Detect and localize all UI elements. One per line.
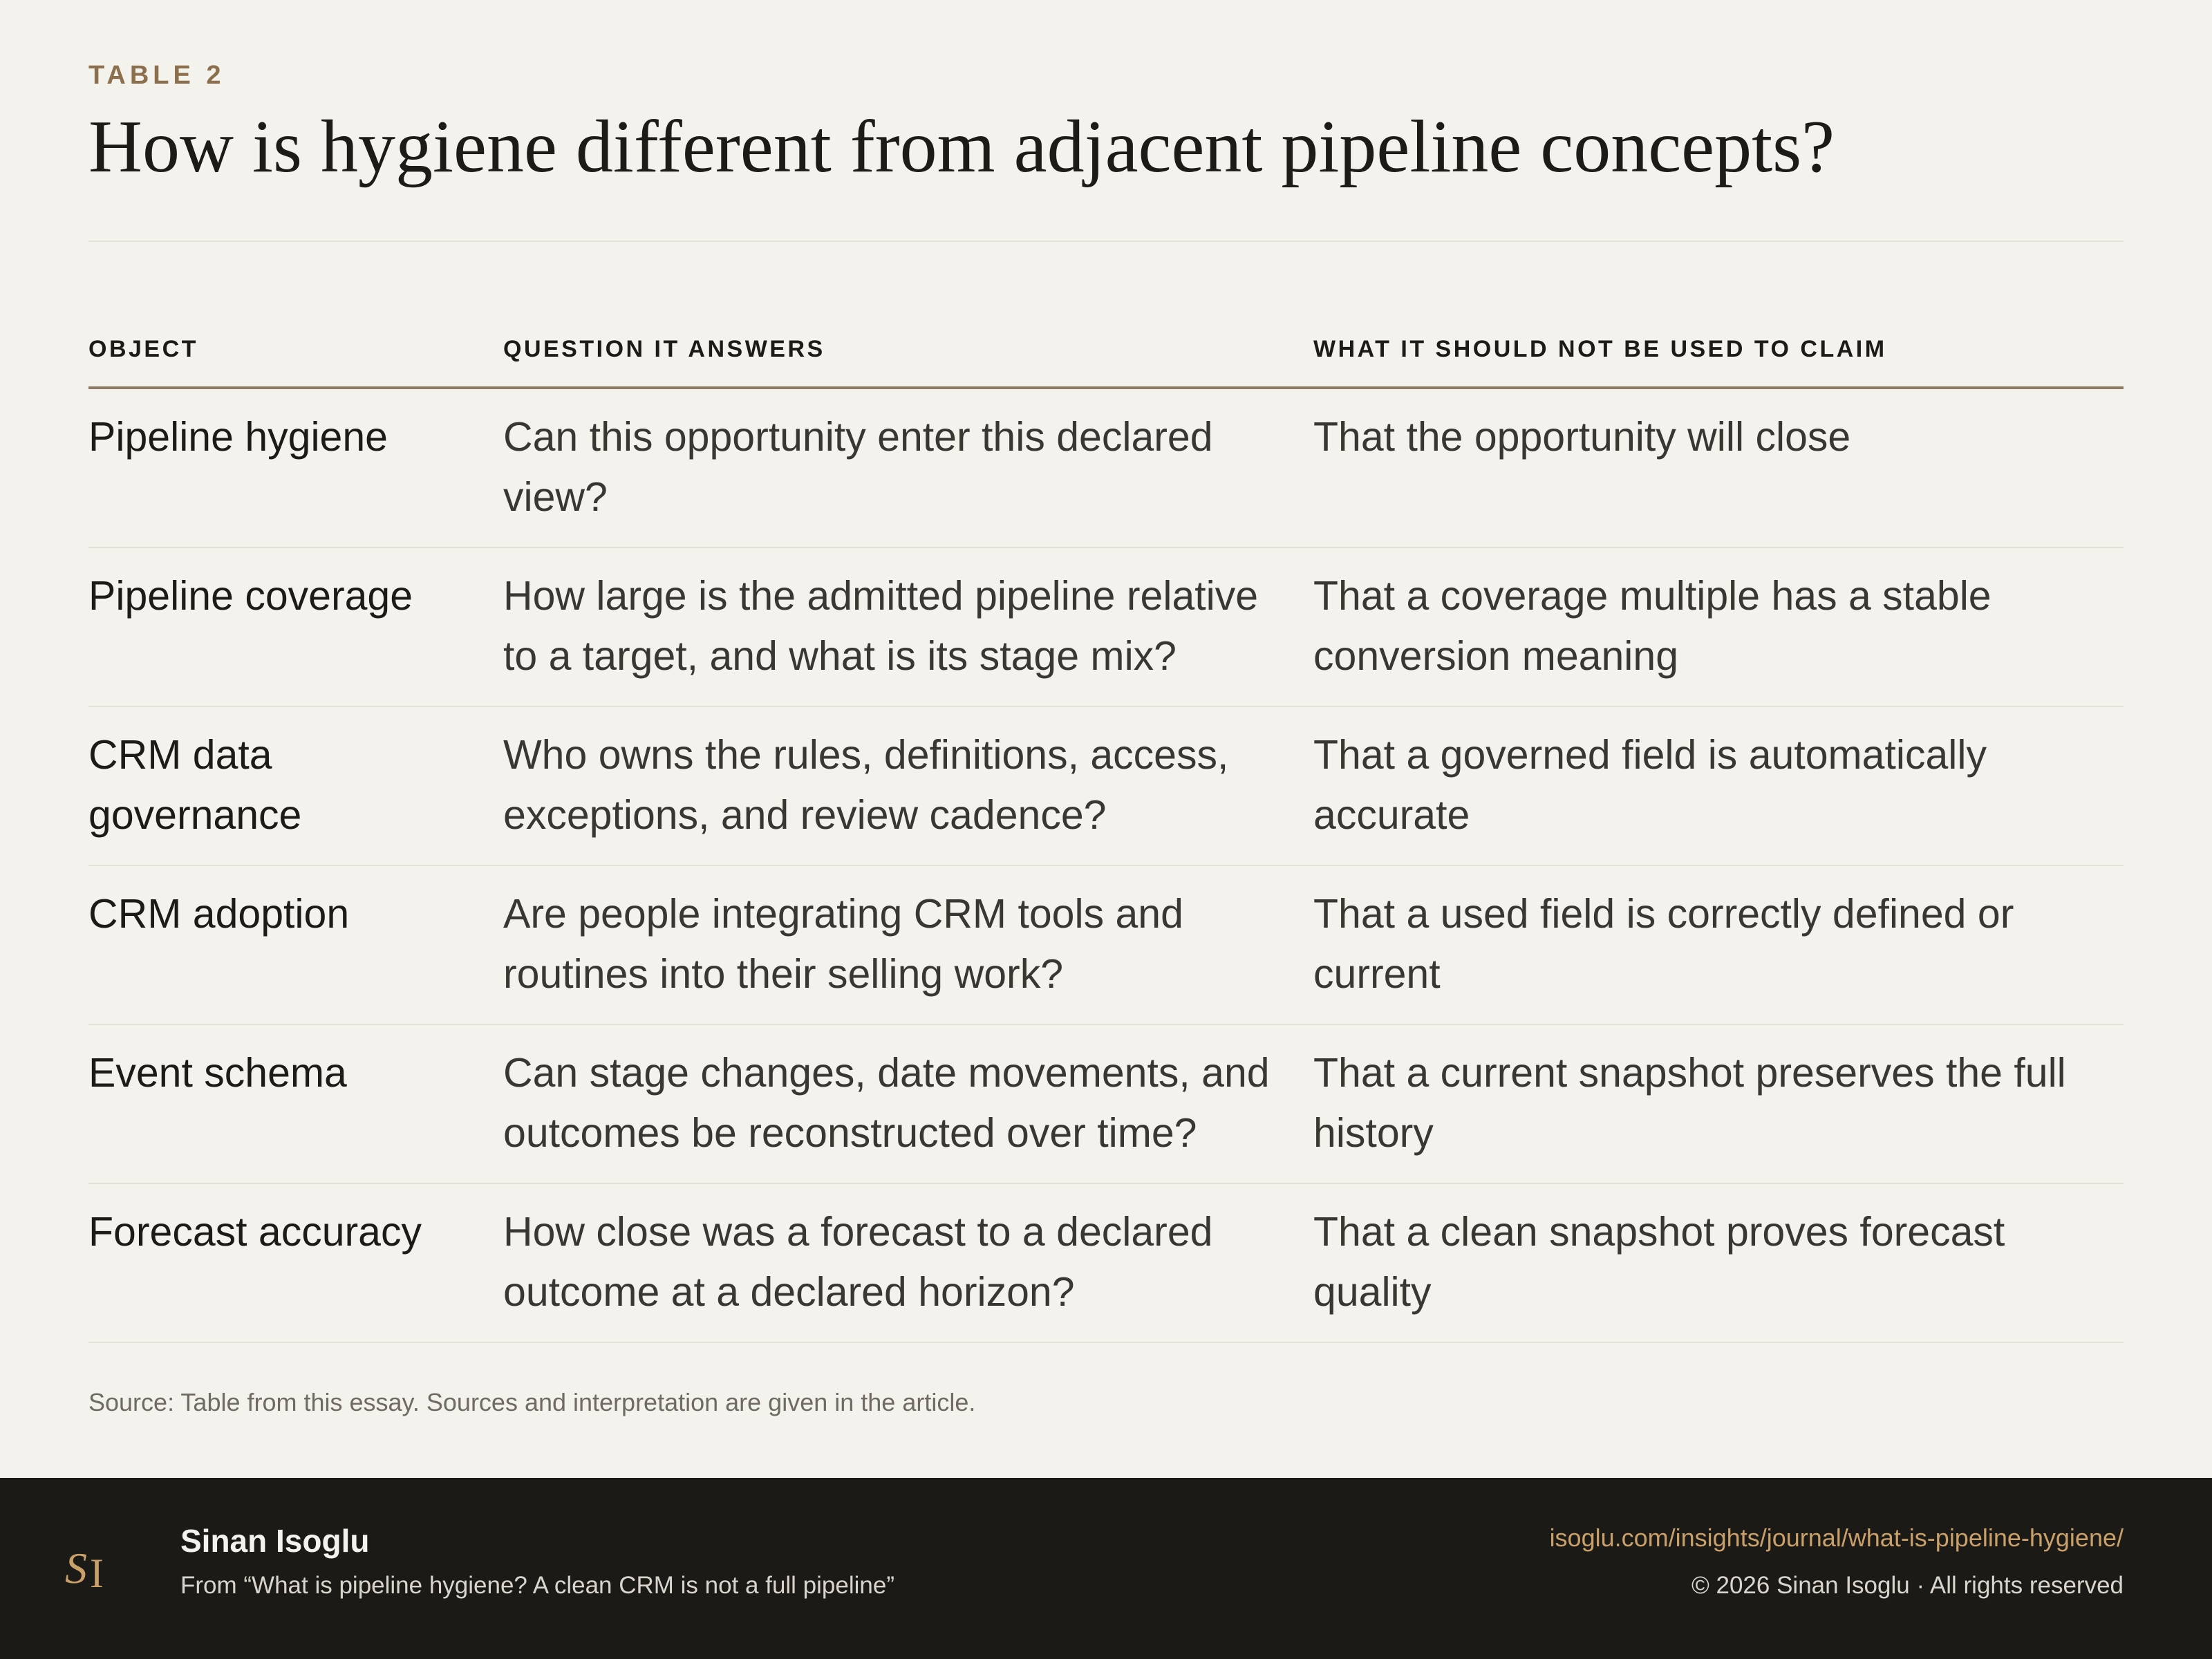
table-row (88, 1024, 2124, 1183)
table-row (88, 865, 2124, 1024)
object-cell: Pipeline coverage (88, 547, 503, 706)
table-header-row (88, 304, 2124, 388)
object-cell: Event schema (88, 1024, 503, 1183)
column-header-object: OBJECT (88, 304, 503, 388)
svg-text:I: I (90, 1550, 104, 1595)
question-cell: Can this opportunity enter this declared view? (503, 388, 1313, 547)
not-claim-cell: That a governed field is automatically accurate (1313, 706, 2124, 865)
table-row (88, 547, 2124, 706)
title-divider (88, 241, 2124, 242)
question-cell: Who owns the rules, definitions, access, exceptions, and review cadence? (503, 706, 1313, 865)
article-reference: From “What is pipeline hygiene? A clean CRM is not a full pipeline” (180, 1572, 894, 1599)
not-claim-cell: That a current snapshot preserves the full history (1313, 1024, 2124, 1183)
column-header-not-claim: WHAT IT SHOULD NOT BE USED TO CLAIM (1313, 304, 2124, 388)
not-claim-cell: That the opportunity will close (1313, 388, 2124, 547)
author-name: Sinan Isoglu (180, 1523, 370, 1559)
footer (0, 1478, 2212, 1659)
source-note: Source: Table from this essay. Sources and interpretation are given in the article. (88, 1388, 976, 1416)
not-claim-cell: That a used field is correctly defined or current (1313, 865, 2124, 1024)
article-url-link[interactable]: isoglu.com/insights/journal/what-is-pipeline-hygiene/ (1549, 1524, 2124, 1552)
question-cell: How close was a forecast to a declared outcome at a declared horizon? (503, 1183, 1313, 1342)
monogram-si-logo-icon (62, 1540, 118, 1595)
object-cell: Forecast accuracy (88, 1183, 503, 1342)
object-cell: CRM data governance (88, 706, 503, 865)
object-cell: CRM adoption (88, 865, 503, 1024)
not-claim-cell: That a clean snapshot proves forecast quality (1313, 1183, 2124, 1342)
comparison-table (88, 304, 2124, 1343)
column-header-question: QUESTION IT ANSWERS (503, 304, 1313, 388)
not-claim-cell: That a coverage multiple has a stable conversion meaning (1313, 547, 2124, 706)
table-row (88, 1183, 2124, 1342)
copyright-notice: © 2026 Sinan Isoglu · All rights reserved (1691, 1572, 2124, 1599)
question-cell: How large is the admitted pipeline relative to a target, and what is its stage mix? (503, 547, 1313, 706)
object-cell: Pipeline hygiene (88, 388, 503, 547)
question-cell: Are people integrating CRM tools and routines into their selling work? (503, 865, 1313, 1024)
table-eyebrow: TABLE 2 (88, 61, 225, 90)
table-row (88, 706, 2124, 865)
svg-text:S: S (65, 1544, 87, 1593)
question-cell: Can stage changes, date movements, and outcomes be reconstructed over time? (503, 1024, 1313, 1183)
page-title: How is hygiene different from adjacent pipeline concepts? (88, 106, 1835, 188)
table-row (88, 388, 2124, 547)
